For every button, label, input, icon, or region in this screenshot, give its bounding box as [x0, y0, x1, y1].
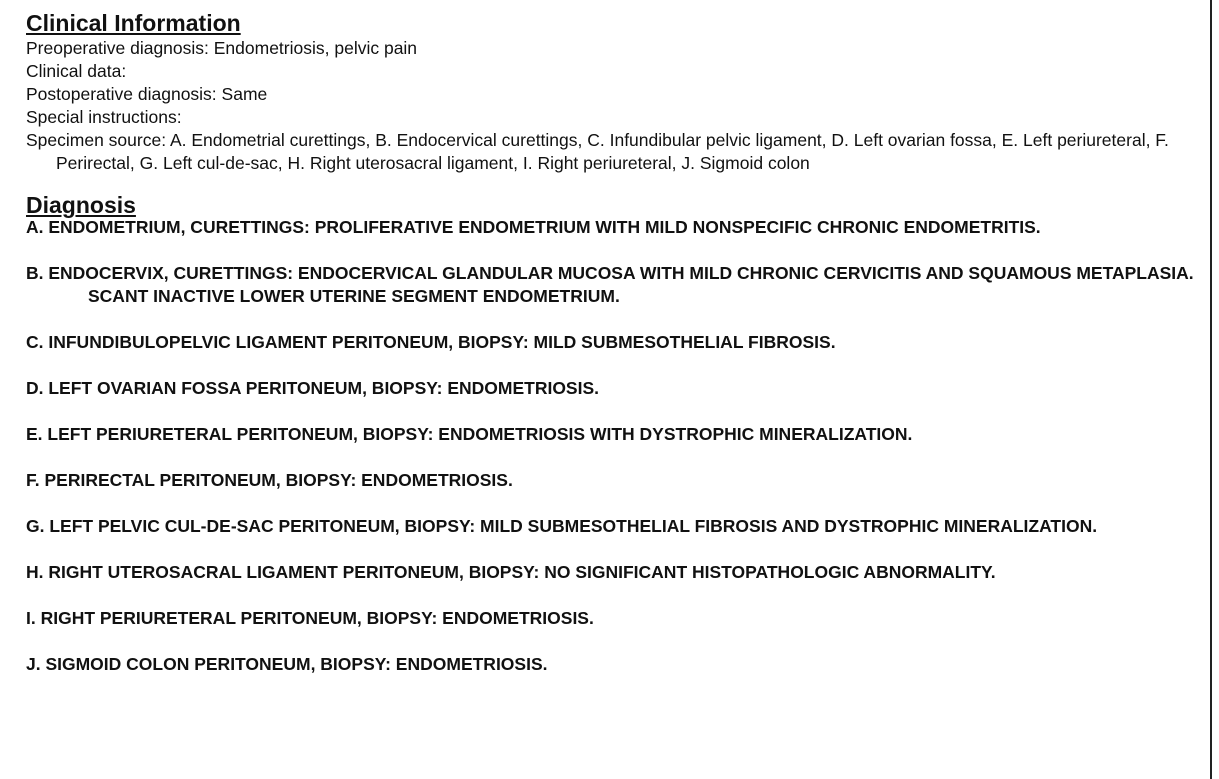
diagnosis-list [26, 216, 1201, 676]
diagnosis-item-i: I. RIGHT PERIURETERAL PERITONEUM, BIOPSY: ENDOMETRIOSIS. [26, 608, 594, 628]
diagnosis-item-c: C. INFUNDIBULOPELVIC LIGAMENT PERITONEUM, BIOPSY: MILD SUBMESOTHELIAL FIBROSIS. [26, 332, 836, 352]
section-spacer [26, 175, 1201, 194]
special-instructions-line: Special instructions: [26, 107, 182, 127]
preoperative-diagnosis-line: Preoperative diagnosis: Endometriosis, pelvic pain [26, 38, 418, 58]
postoperative-diagnosis-line: Postoperative diagnosis: Same [26, 84, 268, 104]
diagnosis-item-g: G. LEFT PELVIC CUL-DE-SAC PERITONEUM, BIOPSY: MILD SUBMESOTHELIAL FIBROSIS AND DYSTROPHIC MINERALIZATION. [26, 516, 1098, 536]
clinical-information-heading: Clinical Information [26, 10, 241, 36]
diagnosis-item-f: F. PERIRECTAL PERITONEUM, BIOPSY: ENDOMETRIOSIS. [26, 470, 513, 490]
diagnosis-item-e: E. LEFT PERIURETERAL PERITONEUM, BIOPSY: ENDOMETRIOSIS WITH DYSTROPHIC MINERALIZATION. [26, 424, 913, 444]
diagnosis-item-a: A. ENDOMETRIUM, CURETTINGS: PROLIFERATIVE ENDOMETRIUM WITH MILD NONSPECIFIC CHRONIC ENDOMETRITIS. [26, 217, 1041, 237]
diagnosis-section [26, 194, 1201, 676]
diagnosis-item-h: H. RIGHT UTEROSACRAL LIGAMENT PERITONEUM, BIOPSY: NO SIGNIFICANT HISTOPATHOLOGIC ABNORMALITY. [26, 562, 996, 582]
diagnosis-item-b: B. ENDOCERVIX, CURETTINGS: ENDOCERVICAL GLANDULAR MUCOSA WITH MILD CHRONIC CERVICITIS AND SQUAMOUS METAPLASIA. SCANT INACTIVE LOWER UTERINE SEGMENT ENDOMETRIUM. [26, 263, 1194, 306]
diagnosis-item-d: D. LEFT OVARIAN FOSSA PERITONEUM, BIOPSY: ENDOMETRIOSIS. [26, 378, 600, 398]
diagnosis-heading: Diagnosis [26, 192, 136, 218]
report-content [26, 9, 1201, 699]
clinical-information-section [26, 9, 1201, 175]
diagnosis-item-j: J. SIGMOID COLON PERITONEUM, BIOPSY: ENDOMETRIOSIS. [26, 654, 548, 674]
specimen-source-line: Specimen source: A. Endometrial curettings, B. Endocervical curettings, C. Infundibular pelvic ligament, D. Left ovarian fossa, E. Left periureteral, F. Perirectal, G. Left cul-de-sac, H. Right uterosacral ligament, I. Right periureteral, J. Sigmoid colon [26, 130, 1169, 173]
clinical-data-line: Clinical data: [26, 61, 127, 81]
